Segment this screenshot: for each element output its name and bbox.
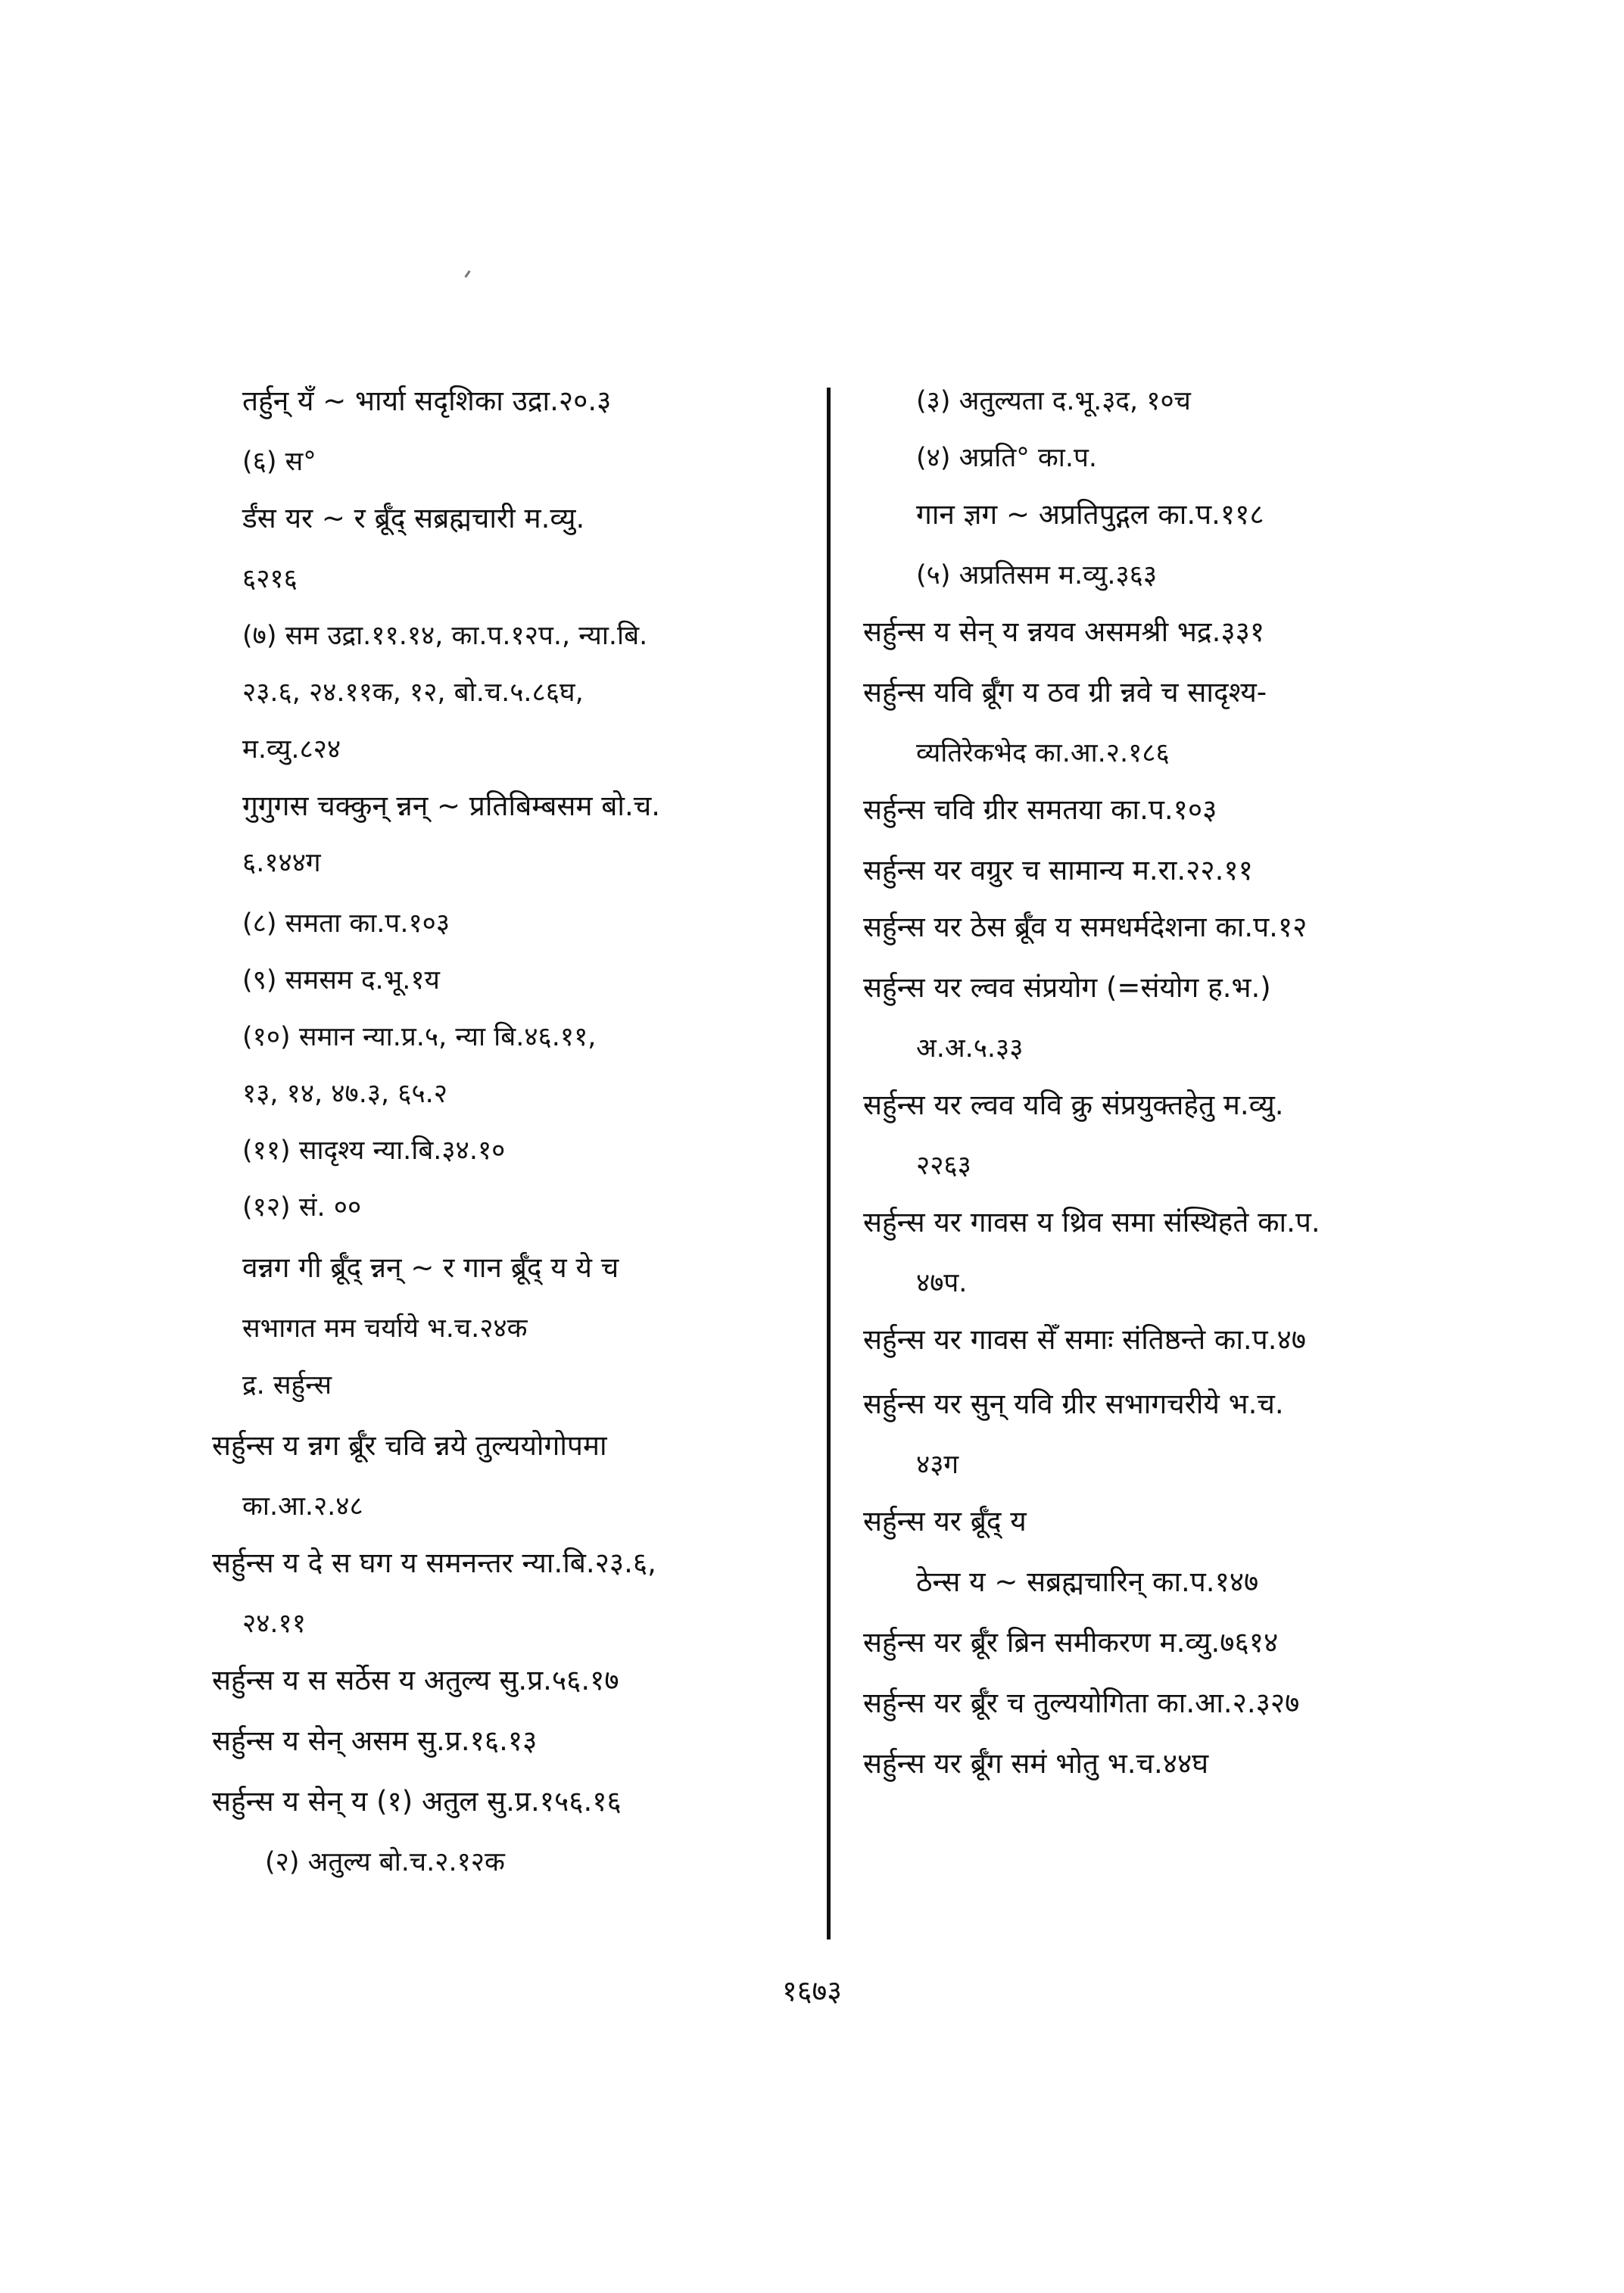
entry-line: (३) अतुल्यता द.भू.३द, १०च <box>916 386 1191 416</box>
entry-line: ठेन्स य ~ सब्रह्मचारिन् का.प.१४७ <box>916 1566 1259 1598</box>
entry-line: (९) समसम द.भू.१य <box>242 965 440 995</box>
entry-line: (१०) समान न्या.प्र.५, न्या बि.४६.११, <box>242 1022 597 1052</box>
entry-line: सर्हुन्स यर ठेस र्ब्रूँव य समधर्मदेशना का.प.१२ <box>863 911 1308 943</box>
entry-line: गुगुगस चक्कुन् न्नन् ~ प्रतिबिम्बसम बो.च. <box>242 790 661 822</box>
entry-line: सर्हुन्स य स सर्ठेस य अतुल्य सु.प्र.५६.१७ <box>212 1664 619 1696</box>
entry-line: अ.अ.५.३३ <box>916 1033 1024 1064</box>
entry-line: (१२) सं. ०० <box>242 1192 362 1223</box>
entry-line: (६) स° <box>242 447 316 477</box>
entry-line: सर्हुन्स यर र्ब्रूँर ब्रिन समीकरण म.व्यु.७६१४ <box>863 1626 1279 1659</box>
entry-line: २४.११ <box>242 1609 306 1639</box>
entry-line: ६.१४४ग <box>242 848 321 878</box>
entry-line: तर्हुन् यँ ~ भार्या सदृशिका उद्रा.२०.३ <box>242 385 612 417</box>
column-divider <box>827 388 831 1939</box>
page-number: १६७३ <box>781 1974 843 2008</box>
entry-line: ६२१६ <box>242 564 298 594</box>
entry-line: सर्हुन्स य सेन् य (१) अतुल सु.प्र.१५६.१६ <box>212 1785 622 1818</box>
entry-line: १३, १४, ४७.३, ६५.२ <box>242 1079 448 1109</box>
entry-line: सर्हुन्स यर गावस सेँ समाः संतिष्ठन्ते का.प.४७ <box>863 1323 1306 1356</box>
entry-line: गान ज्ञग ~ अप्रतिपुद्गल का.प.११८ <box>916 498 1264 531</box>
entry-line: (५) अप्रतिसम म.व्यु.३६३ <box>916 560 1158 590</box>
entry-line: (४) अप्रति° का.प. <box>916 443 1098 473</box>
entry-line: (११) सादृश्य न्या.बि.३४.१० <box>242 1136 506 1166</box>
entry-line: सर्हुन्स यवि र्ब्रूँग य ठव ग्री न्नवे च सादृश्य- <box>863 676 1267 709</box>
entry-line: (२) अतुल्य बो.च.२.१२क <box>265 1847 505 1877</box>
entry-line: सर्हुन्स यर र्ब्रूँर च तुल्ययोगिता का.आ.२.३२७ <box>863 1687 1300 1719</box>
entry-line: सभागत मम चर्याये भ.च.२४क <box>242 1313 528 1344</box>
entry-line: (८) समता का.प.१०३ <box>242 908 450 939</box>
entry-line: सर्हुन्स यर र्ब्रूँद् य <box>863 1505 1027 1537</box>
entry-line: ४७प. <box>916 1268 968 1298</box>
entry-line: व्यतिरेकभेद का.आ.२.१८६ <box>916 738 1170 768</box>
entry-line: सर्हुन्स यर र्ब्रूँग समं भोतु भ.च.४४घ <box>863 1747 1209 1780</box>
entry-line: सर्हुन्स यर वग्रुर च सामान्य म.रा.२२.११ <box>863 854 1253 886</box>
entry-line: २३.६, २४.११क, १२, बो.च.५.८६घ, <box>242 678 584 708</box>
entry-line: द्र. सर्हुन्स <box>242 1370 332 1400</box>
entry-line: र्डंस यर ~ र र्ब्रूँद् सब्रह्मचारी म.व्यु. <box>242 502 585 534</box>
entry-line: सर्हुन्स यर सुन् यवि ग्रीर सभागचरीये भ.च. <box>863 1388 1284 1420</box>
entry-line: सर्हुन्स यर गावस य थ्रिव समा संस्थिहते का.प. <box>863 1206 1320 1238</box>
entry-line: का.आ.२.४८ <box>242 1491 363 1522</box>
entry-line: सर्हुन्स यर ल्वव यवि क्रु संप्रयुक्तहेतु म.व्यु. <box>863 1089 1284 1121</box>
entry-line: सर्हुन्स य न्नग र्ब्रूँर चवि न्नये तुल्ययोगोपमा <box>212 1429 607 1462</box>
entry-line: २२६३ <box>916 1151 971 1181</box>
entry-line: सर्हुन्स य दे स घग य समनन्तर न्या.बि.२३.६, <box>212 1547 656 1579</box>
entry-line: सर्हुन्स य सेन् य न्नयव असमश्री भद्र.३३१ <box>863 615 1265 648</box>
entry-line: (७) सम उद्रा.११.१४, का.प.१२प., न्या.बि. <box>242 621 648 651</box>
ink-speck <box>464 270 470 278</box>
entry-line: सर्हुन्स चवि ग्रीर समतया का.प.१०३ <box>863 793 1217 826</box>
entry-line: सर्हुन्स यर ल्वव संप्रयोग (=संयोग ह.भ.) <box>863 971 1271 1004</box>
entry-line: म.व्यु.८२४ <box>242 734 341 765</box>
entry-line: सर्हुन्स य सेन् असम सु.प्र.१६.१३ <box>212 1724 538 1757</box>
entry-line: ४३ग <box>916 1450 959 1480</box>
entry-line: वन्नग गी र्ब्रूँद् न्नन् ~ र गान र्ब्रूँद् य ये च <box>242 1251 619 1284</box>
